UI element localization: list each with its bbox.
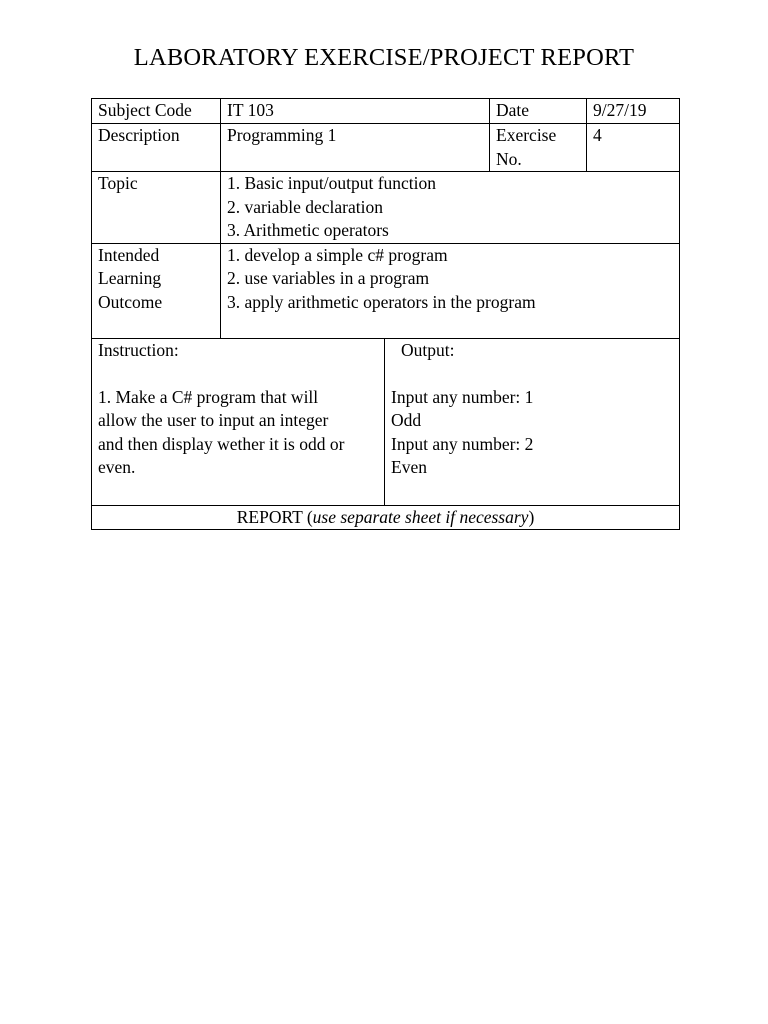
- topic-item: 2. variable declaration: [227, 196, 383, 217]
- lab-report-table: [91, 98, 680, 530]
- output-spacer: [391, 362, 679, 386]
- instruction-line: and then display wether it is odd or: [98, 433, 345, 454]
- output-line: Input any number: 2: [391, 433, 534, 454]
- report-note: use separate sheet if necessary: [312, 506, 529, 527]
- subject-code-value: IT 103: [221, 99, 490, 124]
- topic-item: 3. Arithmetic operators: [227, 220, 389, 240]
- description-row: [92, 124, 680, 172]
- topic-label: Topic: [92, 172, 221, 244]
- instruction-spacer: [98, 362, 384, 386]
- page-title: LABORATORY EXERCISE/PROJECT REPORT: [133, 44, 635, 71]
- exercise-label-line-2: No.: [496, 148, 522, 169]
- instruction-cell: [92, 338, 385, 505]
- exercise-label: [490, 124, 587, 172]
- output-line: Odd: [391, 410, 422, 430]
- topic-items: [221, 172, 680, 244]
- topic-row: [92, 172, 680, 244]
- output-label: Output:: [401, 339, 455, 360]
- report-row: [92, 505, 680, 530]
- exercise-value: 4: [587, 124, 680, 172]
- description-value: Programming 1: [221, 124, 490, 172]
- instruction-output-row: [92, 338, 680, 505]
- output-cell: [385, 338, 680, 505]
- subject-code-row: [92, 99, 680, 124]
- report-suffix: ): [528, 506, 535, 527]
- date-label: Date: [490, 99, 587, 124]
- exercise-label-line-1: Exercise: [496, 125, 557, 145]
- instruction-line: 1. Make a C# program that will: [98, 386, 319, 407]
- ilo-label-line: Learning: [98, 268, 162, 288]
- ilo-item: 3. apply arithmetic operators in the program: [227, 291, 536, 312]
- intended-learning-outcome-label: [92, 243, 221, 338]
- ilo-label-line: Intended: [98, 244, 160, 265]
- instruction-line: even.: [98, 457, 136, 477]
- output-line: Even: [391, 457, 427, 477]
- intended-learning-outcome-row: [92, 243, 680, 338]
- ilo-label-line: Outcome: [98, 291, 163, 312]
- description-label: Description: [92, 124, 221, 172]
- topic-item: 1. Basic input/output function: [227, 173, 437, 193]
- instruction-label: Instruction:: [98, 339, 179, 360]
- date-value: 9/27/19: [587, 99, 680, 124]
- output-line: Input any number: 1: [391, 386, 534, 407]
- subject-code-label: Subject Code: [92, 99, 221, 124]
- ilo-item: 2. use variables in a program: [227, 268, 430, 288]
- instruction-line: allow the user to input an integer: [98, 410, 329, 430]
- ilo-item: 1. develop a simple c# program: [227, 244, 448, 265]
- report-cell: [92, 505, 680, 530]
- intended-learning-outcome-items: [221, 243, 680, 338]
- report-prefix: REPORT (: [236, 506, 313, 527]
